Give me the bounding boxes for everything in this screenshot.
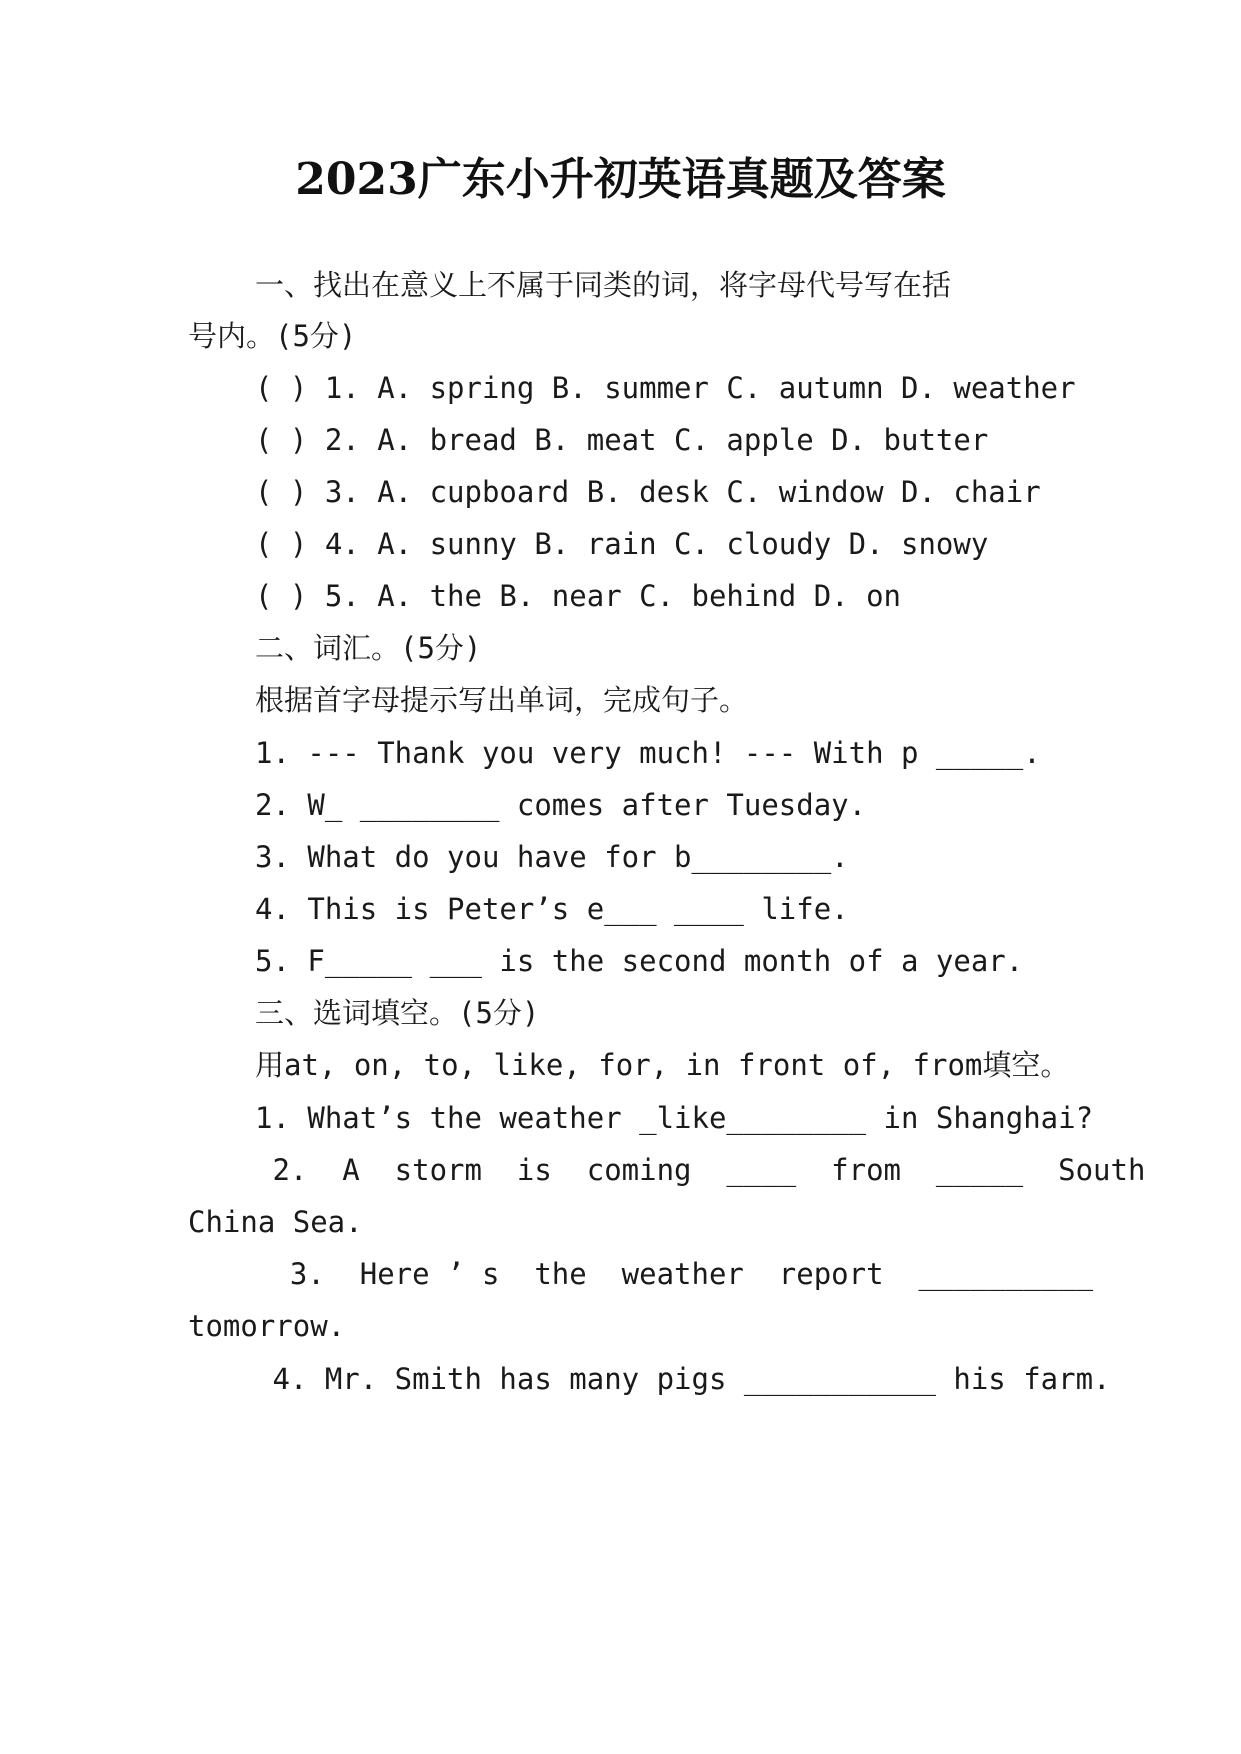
section-2-instruction: 根据首字母提示写出单词，完成句子。 bbox=[255, 683, 749, 717]
question-3-4: 4. Mr. Smith has many pigs ___________ his farm. bbox=[255, 1362, 1111, 1396]
question-3-1: 1. What’s the weather _like________ in Shanghai? bbox=[255, 1101, 1094, 1135]
question-1-2: ( ) 2. A. bread B. meat C. apple D. butter bbox=[255, 423, 989, 457]
question-1-3: ( ) 3. A. cupboard B. desk C. window D. chair bbox=[255, 475, 1041, 509]
question-1-5: ( ) 5. A. the B. near C. behind D. on bbox=[255, 579, 902, 613]
question-3-2-line-2: China Sea. bbox=[188, 1205, 363, 1239]
section-3-heading: 三、选词填空。(5分) bbox=[255, 996, 540, 1030]
question-3-3-line-2: tomorrow. bbox=[188, 1309, 346, 1343]
question-3-2-line-1: 2. A storm is coming ____ from _____ South bbox=[255, 1153, 1146, 1187]
question-3-3-line-1: 3. Here ’ s the weather report __________ bbox=[255, 1257, 1094, 1291]
question-1-1: ( ) 1. A. spring B. summer C. autumn D. weather bbox=[255, 371, 1076, 405]
question-2-4: 4. This is Peter’s e___ ____ life. bbox=[255, 892, 849, 926]
question-2-5: 5. F_____ ___ is the second month of a year. bbox=[255, 944, 1024, 978]
question-2-2: 2. W_ ________ comes after Tuesday. bbox=[255, 788, 867, 822]
section-1-heading-line-1: 一、找出在意义上不属于同类的词，将字母代号写在括 bbox=[255, 268, 952, 302]
question-2-1: 1. --- Thank you very much! --- With p _____. bbox=[255, 736, 1041, 770]
section-3-instruction: 用at, on, to, like, for, in front of, from填空。 bbox=[255, 1048, 1070, 1082]
section-2-heading: 二、词汇。(5分) bbox=[255, 631, 482, 665]
question-1-4: ( ) 4. A. sunny B. rain C. cloudy D. snowy bbox=[255, 527, 989, 561]
section-1-heading-line-2: 号内。(5分) bbox=[188, 319, 357, 353]
question-2-3: 3. What do you have for b________. bbox=[255, 840, 849, 874]
document-title: 2023广东小升初英语真题及答案 bbox=[295, 154, 946, 205]
